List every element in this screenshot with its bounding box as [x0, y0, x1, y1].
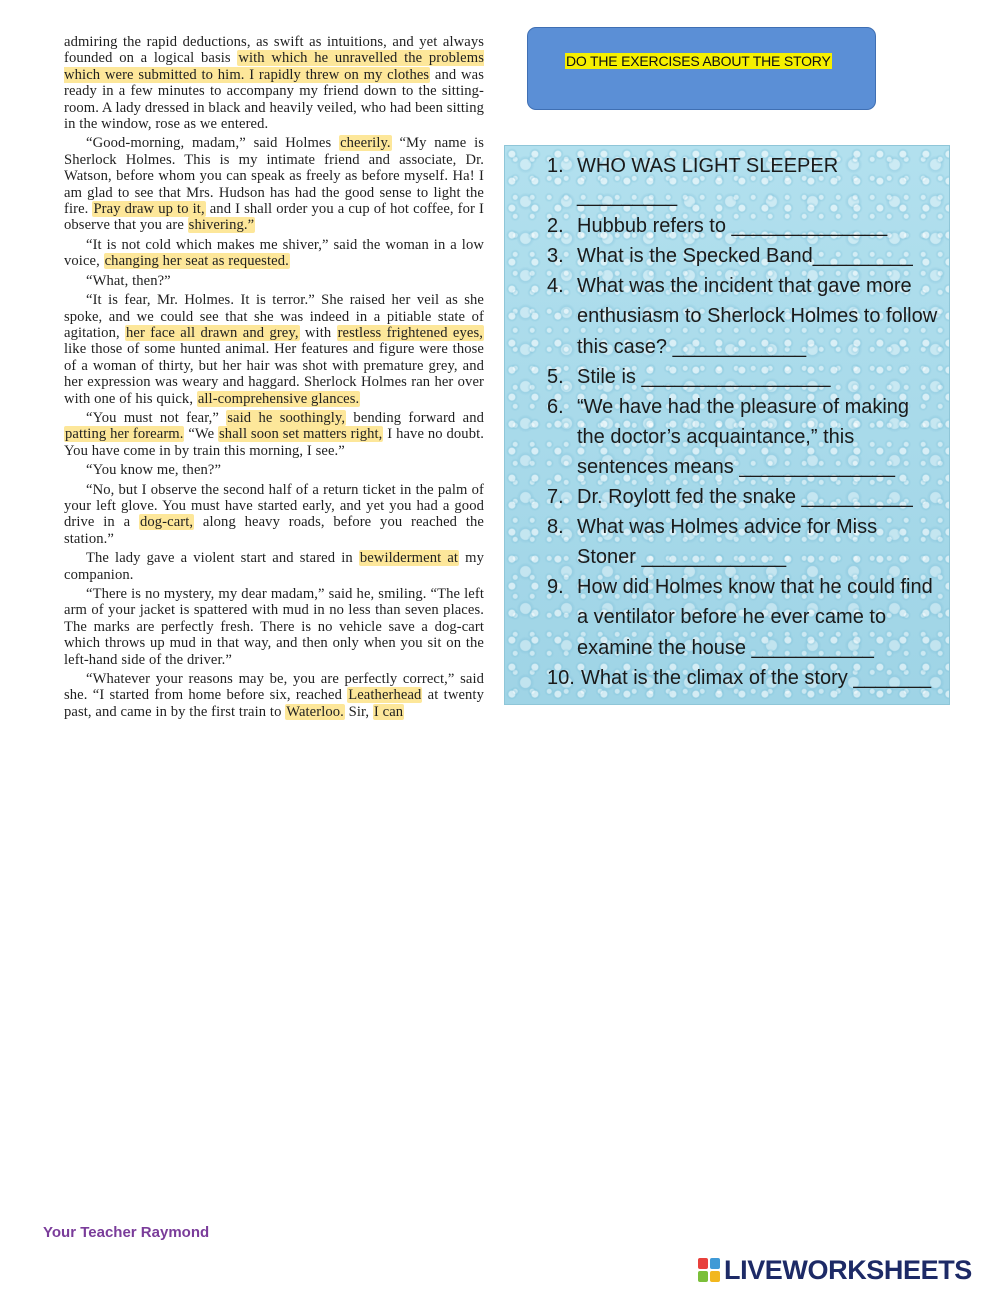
question-item [547, 151, 939, 211]
story-paragraph [64, 410, 484, 459]
highlighted-phrase: Waterloo. [286, 703, 344, 720]
question-number: 2. [547, 215, 564, 238]
question-number: 4. [547, 275, 564, 298]
question-list [547, 151, 939, 693]
highlighted-phrase: all-comprehensive glances. [197, 390, 360, 407]
question-text: How did Holmes know that he could find a ventilator before he ever came to examine the house ___________ [577, 576, 933, 659]
story-text-segment: my companion. [64, 550, 484, 583]
question-number: 8. [547, 516, 564, 539]
story-paragraph [64, 273, 484, 289]
story-text [64, 34, 484, 720]
story-text-segment: The lady gave a violent start and stared in [86, 550, 359, 567]
instruction-box [527, 27, 876, 110]
question-number: 10. [547, 666, 575, 689]
question-number: 9. [547, 576, 564, 599]
story-text-segment: “It is not cold which makes me shiver,” said the woman in a low voice, [64, 236, 484, 270]
story-paragraph [64, 135, 484, 233]
story-text-segment: “You know me, then?” [86, 462, 222, 479]
highlighted-phrase: shivering.” [188, 217, 255, 234]
question-number: 5. [547, 365, 564, 388]
story-text-segment: “Good-morning, madam,” said Holmes [86, 135, 340, 152]
highlighted-phrase: patting her forearm. [65, 426, 184, 443]
liveworksheets-logo-icon [698, 1258, 720, 1282]
question-text: What is the climax of the story _______ [581, 666, 932, 689]
question-item [547, 211, 939, 241]
question-text: WHO WAS LIGHT SLEEPER _________ [577, 155, 839, 208]
question-item [547, 663, 939, 693]
question-text: What was Holmes advice for Miss Stoner _____________ [577, 516, 878, 569]
question-text: Dr. Roylott fed the snake __________ [577, 486, 913, 509]
instruction-text: DO THE EXERCISES ABOUT THE STORY [566, 53, 831, 69]
story-text-segment: “We [184, 426, 219, 443]
story-paragraph [64, 462, 484, 478]
story-paragraph [64, 482, 484, 548]
story-text-segment: bending forward and [346, 409, 484, 426]
highlighted-phrase: I can [373, 703, 404, 720]
highlighted-phrase: changing her seat as requested. [104, 253, 289, 270]
question-text: What was the incident that gave more enthusiasm to Sherlock Holmes to follow this case? ____________ [577, 275, 938, 358]
story-text-segment: “You must not fear,” [86, 409, 227, 426]
story-text-segment: “No, but I observe the second half of a return ticket in the palm of your left glove. You must have started early, and yet you had a good drive in a [64, 481, 484, 531]
question-text: Hubbub refers to ______________ [577, 215, 888, 238]
question-item [547, 482, 939, 512]
brand-name: LIVEWORKSHEETS [724, 1254, 972, 1285]
question-number: 1. [547, 155, 564, 177]
story-text-segment: “Whatever your reasons may be, you are perfectly correct,” said she. “I started from home before six, reached [64, 671, 484, 704]
highlighted-phrase: bewilderment at [359, 550, 459, 567]
story-text-segment: “What, then?” [86, 272, 171, 289]
question-number: 7. [547, 486, 564, 509]
highlighted-phrase: dog-cart, [139, 514, 194, 531]
story-text-segment: I have no doubt. You have come in by train this morning, I see.” [64, 426, 484, 459]
story-text-segment: and I shall order you a cup of hot coffee, for I observe that you are [64, 201, 484, 234]
story-text-segment: along heavy roads, before you reached the station.” [64, 514, 484, 547]
highlighted-phrase: said he soothingly, [227, 409, 346, 426]
highlighted-phrase: Pray draw up to it, [93, 201, 205, 218]
story-text-segment: with [299, 324, 337, 341]
question-item [547, 362, 939, 392]
question-item [547, 392, 939, 482]
highlighted-phrase: restless frightened eyes, [337, 324, 484, 341]
question-item [547, 512, 939, 572]
question-item [547, 271, 939, 361]
story-paragraph [64, 34, 484, 132]
question-item [547, 241, 939, 271]
teacher-credit: Your Teacher Raymond [43, 1224, 210, 1241]
highlighted-phrase: cheerily. [340, 135, 391, 152]
story-text-segment: “It is fear, Mr. Holmes. It is terror.” She raised her veil as she spoke, and we could see that she was indeed in a pitiable state of agitation, [64, 292, 484, 341]
question-text: Stile is _________________ [577, 365, 831, 388]
question-number: 3. [547, 245, 564, 268]
exercise-panel [504, 145, 950, 705]
question-number: 6. [547, 395, 564, 418]
story-paragraph [64, 550, 484, 583]
story-text-segment: admiring the rapid deductions, as swift as intuitions, and yet always founded on a logical basis [64, 34, 484, 67]
highlighted-phrase: shall soon set matters right, [219, 426, 383, 443]
highlighted-phrase: her face all drawn and grey, [126, 324, 299, 341]
question-text: “We have had the pleasure of making the doctor’s acquaintance,” this sentences means ______________ [577, 395, 910, 478]
story-text-segment: “There is no mystery, my dear madam,” said he, smiling. “The left arm of your jacket is spattered with mud in no less than seven places. The marks are perfectly fresh. There is no vehicle save a dog-cart which throws up mud in that way, and then only when you sit on the left-hand side of the driver.” [64, 586, 484, 668]
story-text-segment: at twenty past, and came in by the first train to [64, 687, 484, 720]
question-text: What is the Specked Band_________ [577, 245, 913, 268]
story-paragraph [64, 671, 484, 720]
highlighted-phrase: with which he unravelled the problems which were submitted to him. I rapidly threw on my clothes [64, 50, 484, 83]
story-text-segment: Sir, [344, 703, 373, 720]
liveworksheets-brand[interactable] [698, 1255, 972, 1285]
story-paragraph [64, 237, 484, 270]
story-paragraph [64, 292, 484, 407]
story-text-segment: and was ready in a few minutes to accompany my friend down to the sitting-room. A lady dressed in black and heavily veiled, who had been sitting in the window, rose as we entered. [64, 66, 484, 133]
story-text-segment: like those of some hunted animal. Her features and figure were those of a woman of thirty, but her hair was shot with premature grey, and her expression was weary and haggard. Sherlock Holmes ran her over with one of his quick, [64, 341, 484, 407]
story-paragraph [64, 586, 484, 668]
question-item [547, 572, 939, 662]
story-text-segment: “My name is Sherlock Holmes. This is my intimate friend and associate, Dr. Watson, before whom you can speak as freely as before myself. Ha! I am glad to see that Mrs. Hudson has had the good sense to light the fire. [64, 135, 485, 218]
highlighted-phrase: Leatherhead [348, 687, 422, 704]
